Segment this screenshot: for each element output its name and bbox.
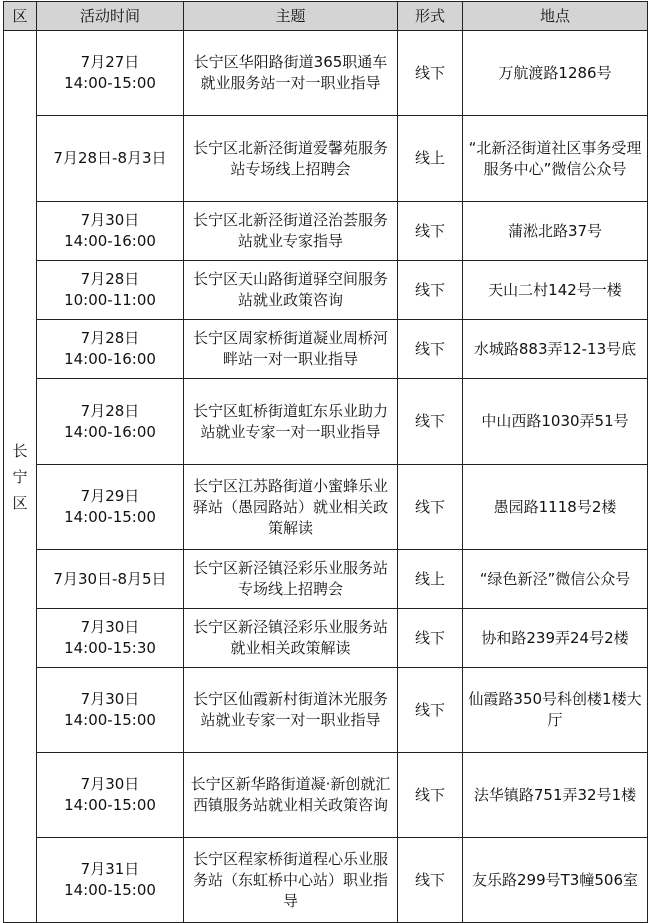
form-cell: 线下: [398, 202, 463, 261]
location-cell: 愚园路1118号2楼: [463, 465, 648, 550]
time-text: 14:00-16:00: [64, 422, 156, 441]
location-cell: 法华镇路751弄32号1楼: [463, 753, 648, 838]
table-row: [4, 379, 648, 465]
topic-cell: 长宁区北新泾街道泾治荟服务站就业专家指导: [184, 202, 398, 261]
time-text: 14:00-15:00: [64, 74, 156, 92]
location-cell: 协和路239弄24号2楼: [463, 609, 648, 668]
date-text: 7月30日-8月5日: [53, 569, 167, 588]
form-cell: 线下: [398, 261, 463, 320]
location-cell: 水城路883弄12-13号底: [463, 320, 648, 379]
topic-cell: 长宁区程家桥街道程心乐业服务站（东虹桥中心站）职业指导: [184, 838, 398, 923]
time-text: 10:00-11:00: [64, 291, 156, 309]
topic-cell: 长宁区新华路街道凝·新创就汇西镇服务站就业相关政策咨询: [184, 753, 398, 838]
time-cell: [37, 609, 184, 668]
time-text: 14:00-15:00: [64, 711, 156, 729]
time-cell: [37, 668, 184, 753]
date-text: 7月30日: [80, 211, 140, 229]
date-text: 7月28日: [80, 401, 140, 420]
time-text: 14:00-15:00: [64, 796, 156, 814]
time-text: 14:00-15:00: [64, 508, 156, 526]
form-cell: 线下: [398, 609, 463, 668]
date-text: 7月28日: [80, 329, 140, 347]
form-cell: 线下: [398, 838, 463, 923]
location-cell: 万航渡路1286号: [463, 31, 648, 116]
location-cell: “北新泾街道社区事务受理服务中心”微信公众号: [463, 116, 648, 202]
date-text: 7月28日-8月3日: [53, 149, 167, 167]
district-label: 长宁区: [12, 441, 28, 512]
time-cell: [37, 320, 184, 379]
form-cell: 线下: [398, 320, 463, 379]
form-cell: 线下: [398, 379, 463, 465]
form-cell: 线上: [398, 550, 463, 609]
time-cell: [37, 31, 184, 116]
time-cell: [37, 465, 184, 550]
time-cell: [37, 379, 184, 465]
header-row: [4, 2, 648, 31]
header-district: 区: [4, 2, 37, 31]
topic-cell: 长宁区新泾镇泾彩乐业服务站就业相关政策解读: [184, 609, 398, 668]
form-cell: 线下: [398, 668, 463, 753]
time-text: 14:00-15:30: [64, 639, 156, 657]
form-cell: 线上: [398, 116, 463, 202]
header-location: 地点: [463, 2, 648, 31]
time-cell: [37, 261, 184, 320]
location-cell: 天山二村142号一楼: [463, 261, 648, 320]
table-row: [4, 668, 648, 753]
topic-cell: 长宁区仙霞新村街道沐光服务站就业专家一对一职业指导: [184, 668, 398, 753]
topic-cell: 长宁区虹桥街道虹东乐业助力站就业专家一对一职业指导: [184, 379, 398, 465]
table-row: [4, 320, 648, 379]
topic-cell: 长宁区周家桥街道凝业周桥河畔站一对一职业指导: [184, 320, 398, 379]
table-row: [4, 753, 648, 838]
date-text: 7月31日: [80, 860, 140, 878]
location-cell: 友乐路299号T3幢506室: [463, 838, 648, 923]
location-cell: 仙霞路350号科创楼1楼大厅: [463, 668, 648, 753]
table-row: [4, 116, 648, 202]
topic-cell: 长宁区华阳路街道365职通车就业服务站一对一职业指导: [184, 31, 398, 116]
header-time: 活动时间: [37, 2, 184, 31]
time-cell: [37, 550, 184, 609]
topic-cell: 长宁区北新泾街道爱馨苑服务站专场线上招聘会: [184, 116, 398, 202]
location-cell: “绿色新泾”微信公众号: [463, 550, 648, 609]
topic-cell: 长宁区天山路街道驿空间服务站就业政策咨询: [184, 261, 398, 320]
header-form: 形式: [398, 2, 463, 31]
topic-cell: 长宁区江苏路街道小蜜蜂乐业驿站（愚园路站）就业相关政策解读: [184, 465, 398, 550]
table-row: [4, 838, 648, 923]
time-text: 14:00-16:00: [64, 350, 156, 368]
table-row: [4, 261, 648, 320]
time-cell: [37, 838, 184, 923]
time-cell: [37, 753, 184, 838]
date-text: 7月27日: [80, 53, 140, 71]
topic-cell: 长宁区新泾镇泾彩乐业服务站专场线上招聘会: [184, 550, 398, 609]
table-row: [4, 31, 648, 116]
form-cell: 线下: [398, 31, 463, 116]
table-row: [4, 465, 648, 550]
date-text: 7月30日: [80, 690, 140, 708]
date-text: 7月30日: [80, 775, 140, 793]
header-topic: 主题: [184, 2, 398, 31]
date-text: 7月29日: [80, 487, 140, 505]
table-row: [4, 609, 648, 668]
activity-table: [3, 1, 648, 923]
location-cell: 蒲淞北路37号: [463, 202, 648, 261]
table-row: [4, 550, 648, 609]
time-text: 14:00-15:00: [64, 881, 156, 899]
district-cell: [4, 31, 37, 923]
time-cell: [37, 202, 184, 261]
time-text: 14:00-16:00: [64, 232, 156, 250]
form-cell: 线下: [398, 465, 463, 550]
form-cell: 线下: [398, 753, 463, 838]
table-row: [4, 202, 648, 261]
date-text: 7月30日: [80, 618, 140, 636]
time-cell: [37, 116, 184, 202]
table-body: [4, 31, 648, 923]
location-cell: 中山西路1030弄51号: [463, 379, 648, 465]
date-text: 7月28日: [80, 270, 140, 288]
